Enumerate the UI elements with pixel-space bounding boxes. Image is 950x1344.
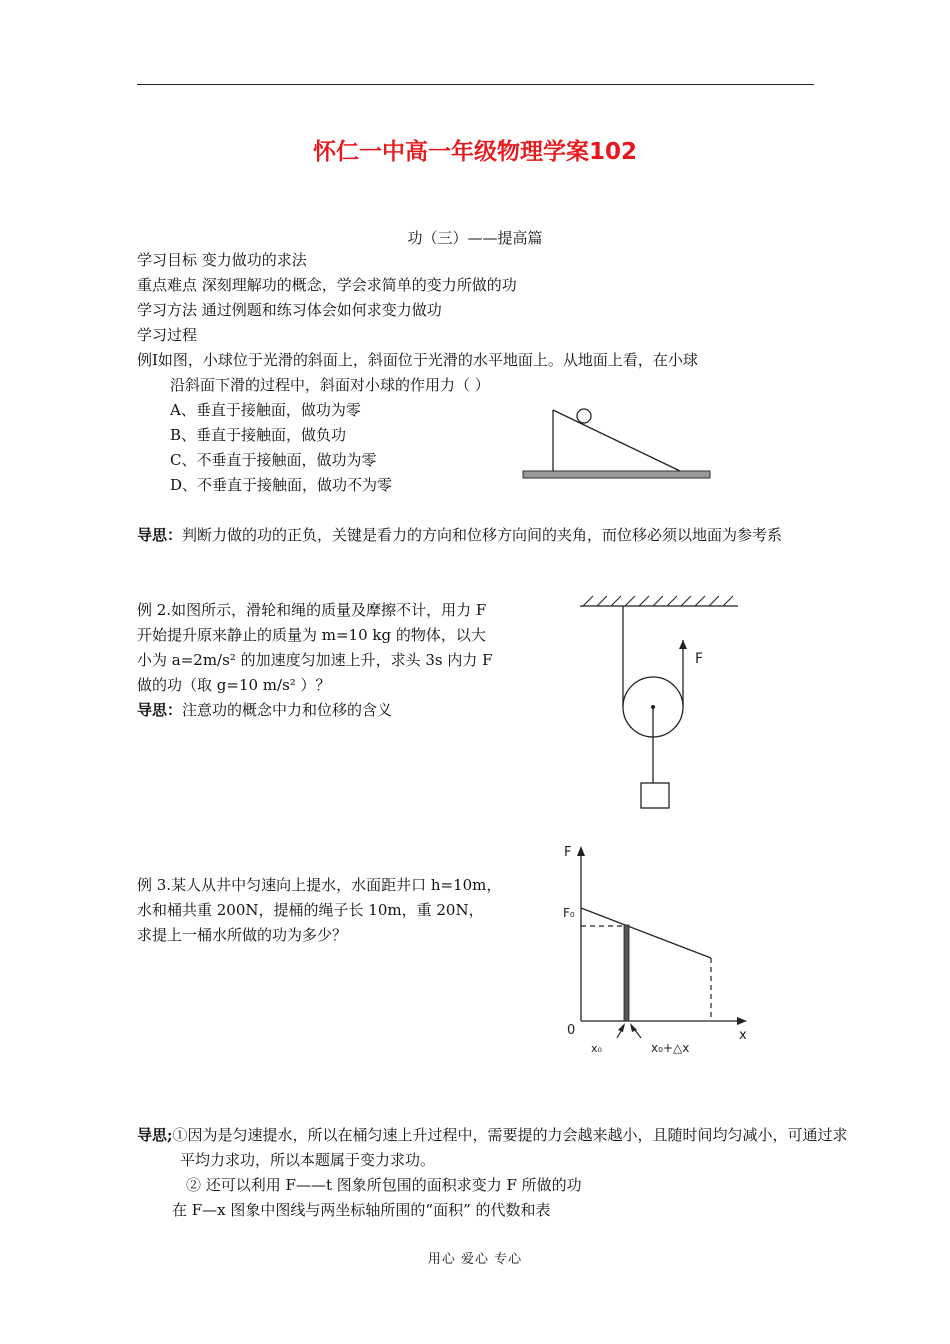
ex1-option-b: B、垂直于接触面，做负功: [170, 426, 347, 444]
ex2-line4: 做的功（取 g=10 m/s² ）？: [137, 676, 331, 694]
ceiling-hatch: [583, 596, 733, 606]
header-rule: [137, 84, 814, 85]
ex2-line2: 开始提升原来静止的质量为 m=10 kg 的物体，以大: [137, 626, 486, 644]
ex3-line3: 求提上一桶水所做的功为多少？: [137, 926, 348, 944]
page-title: 怀仁一中高一年级物理学案102: [312, 139, 637, 165]
y-axis-arrow: [577, 846, 585, 856]
area-strip: [624, 925, 629, 1021]
force-label: F: [695, 651, 704, 667]
x0dx-label: x₀+△x: [651, 1041, 690, 1055]
ex1-question-line1: 例Ⅰ如图，小球位于光滑的斜面上，斜面位于光滑的水平地面上。从地面上看，在小球: [137, 351, 698, 369]
origin-label: 0: [567, 1023, 576, 1038]
ball: [577, 409, 591, 423]
incline-diagram: [520, 405, 720, 485]
ex1-guide-label: 导思：: [137, 526, 183, 544]
pulley-diagram: [575, 590, 745, 815]
ex2-guide: [137, 698, 392, 723]
ex2-guide-label: 导思：: [137, 701, 183, 719]
learning-goal: 学习目标 变力做功的求法: [137, 251, 307, 269]
ex1-option-a: A、垂直于接触面，做功为零: [170, 401, 361, 419]
ex2-line3: 小为 a=2m/s² 的加速度匀加速上升，求头 3s 内力 F: [137, 651, 493, 669]
f0-label: F₀: [563, 906, 575, 920]
ex1-option-c: C、不垂直于接触面，做功为零: [170, 451, 377, 469]
incline-slope: [553, 410, 680, 471]
ex3-line1: 例 3.某人从井中匀速向上提水，水面距井口 h=10m，: [137, 876, 502, 894]
page-footer: 用心 爱心 专心: [427, 1252, 523, 1267]
guide3-p1: ①因为是匀速提水，所以在桶匀速上升过程中，需要提的力会越来越小，且随时间均匀减小，可通过求平均力求功，所以本题属于变力求功。: [172, 1126, 848, 1169]
y-axis-label: F: [564, 845, 572, 860]
section-subtitle: 功（三）——提高篇: [407, 229, 543, 247]
ex3-line2: 水和桶共重 200N，提桶的绳子长 10m，重 20N，: [137, 901, 484, 919]
ex2-line1: 例 2.如图所示，滑轮和绳的质量及摩擦不计，用力 F: [137, 601, 487, 619]
x0-pointer-head: [618, 1023, 625, 1032]
x-axis-arrow: [737, 1017, 747, 1025]
force-displacement-graph: [555, 838, 775, 1060]
x0-label: x₀: [591, 1042, 602, 1055]
ground-plate: [523, 471, 710, 478]
ex2-guide-text: 注意功的概念中力和位移的含义: [182, 701, 393, 719]
ex1-guide: [137, 523, 817, 548]
learning-method: 学习方法 通过例题和练习体会如何求变力做功: [137, 301, 442, 319]
guide3-paragraph1: [137, 1123, 860, 1173]
ex1-guide-text: 判断力做的功的正负，关键是看力的方向和位移方向间的夹角，而位移必须以地面为参考系: [182, 526, 783, 544]
guide3-label: 导思;: [137, 1126, 173, 1144]
force-line: [581, 908, 711, 958]
x-axis-label: x: [739, 1028, 747, 1043]
ex1-question-line2: 沿斜面下滑的过程中，斜面对小球的作用力（ ）: [170, 376, 490, 394]
guide3-p3: 在 F—x 图象中图线与两坐标轴所围的“面积” 的代数和表: [172, 1201, 551, 1219]
guide3-p2: ② 还可以利用 F——t 图象所包围的面积求变力 F 所做的功: [186, 1176, 582, 1194]
learning-process: 学习过程: [137, 326, 198, 344]
key-points: 重点难点 深刻理解功的概念，学会求简单的变力所做的功: [137, 276, 517, 294]
load-block: [641, 783, 669, 808]
ex1-option-d: D、不垂直于接触面，做功不为零: [170, 476, 393, 494]
force-arrow: [679, 640, 687, 649]
